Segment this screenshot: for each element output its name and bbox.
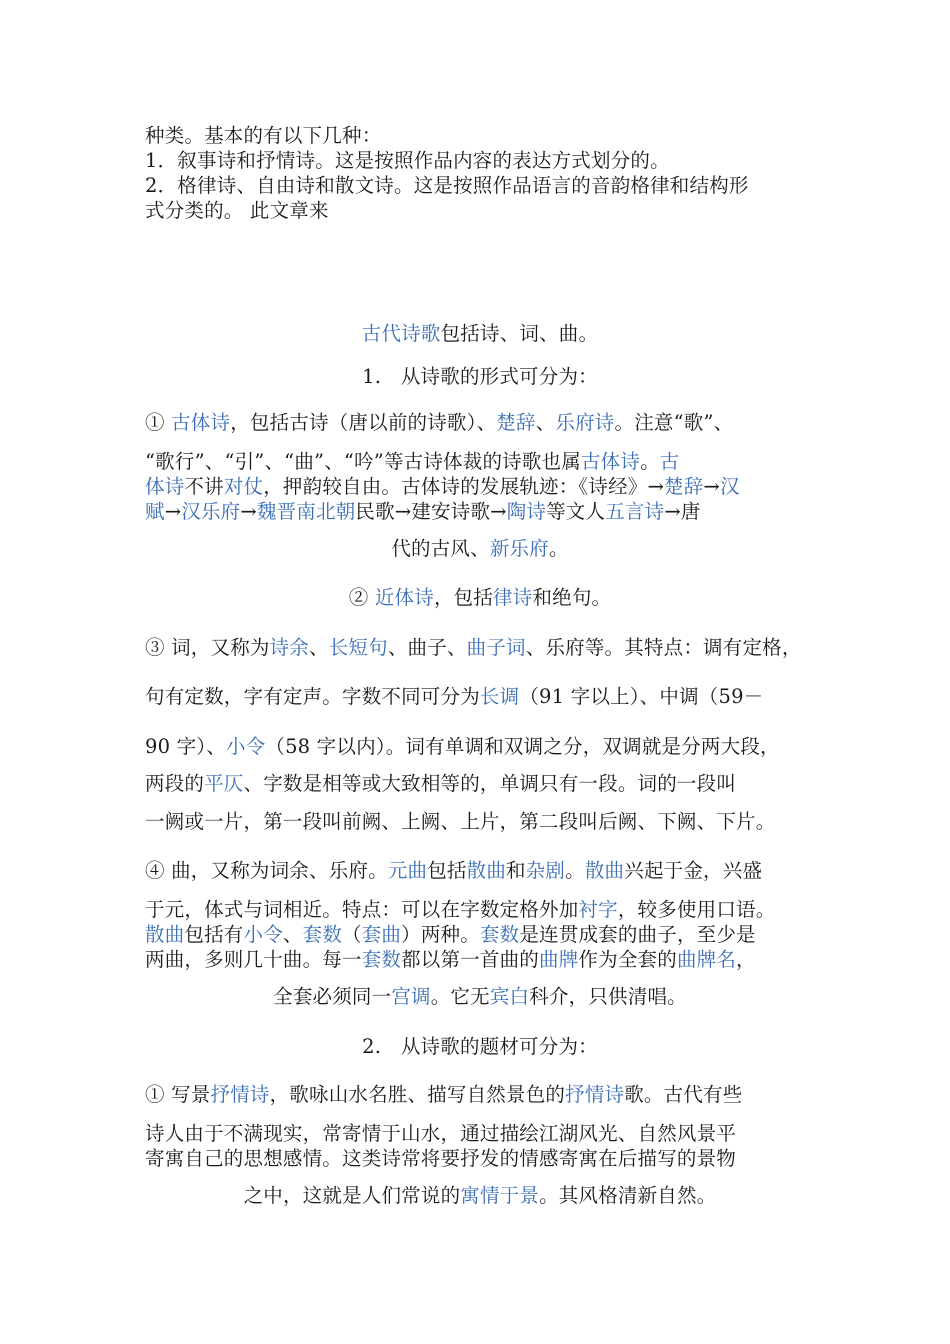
p3-line-5: 一阙或一片，第一段叫前阙、上阙、上片，第二段叫后阙、下阙、下片。 — [145, 810, 776, 833]
text-segment: ，押韵较自由。古体诗的发展轨迹：《诗经》→ — [263, 475, 665, 498]
p4-line-1 — [145, 859, 815, 883]
text-segment: 。 — [548, 537, 569, 560]
text-segment: ）两种。 — [401, 923, 480, 946]
p5-line-2: 诗人由于不满现实，常寄情于山水，通过描绘江湖风光、自然风景平 — [145, 1122, 737, 1145]
link-changduanju[interactable]: 长短句 — [328, 636, 388, 659]
link-binbai[interactable]: 宾白 — [489, 985, 530, 1008]
link-shiyu[interactable]: 诗余 — [269, 636, 310, 659]
text-segment: 包括诗、词、曲。 — [440, 322, 599, 345]
p3-line-1 — [145, 636, 815, 660]
text-segment: ，包括 — [433, 586, 494, 609]
text-segment: 民歌→建安诗歌→ — [355, 500, 507, 523]
section1-title: 1. 从诗歌的形式可分为： — [362, 365, 598, 388]
text-segment: 90 字）、 — [145, 735, 226, 758]
p2-line-1 — [0, 586, 950, 610]
text-segment: 等文人 — [546, 500, 606, 523]
link-zaju[interactable]: 杂剧 — [525, 859, 566, 882]
link-taoshu-2[interactable]: 套数 — [479, 923, 520, 946]
text-segment: 科介，只供清唱。 — [529, 985, 687, 1008]
text-segment: 、 — [309, 636, 329, 659]
link-guti-shi-3a[interactable]: 古 — [659, 450, 680, 473]
link-qupai[interactable]: 曲牌 — [539, 948, 579, 971]
link-yuefu-shi[interactable]: 乐府诗 — [555, 411, 615, 434]
link-shuqing-shi-2[interactable]: 抒情诗 — [565, 1083, 625, 1106]
p5-line-3: 寄寓自己的思想感情。这类诗常将要抒发的情感寄寓在后描写的景物 — [145, 1147, 737, 1170]
text-segment: 是连贯成套的曲子，至少是 — [519, 923, 756, 946]
text-segment: 和 — [506, 859, 526, 882]
text-segment: 。其风格清新自然。 — [539, 1184, 717, 1207]
text-segment: 歌。古代有些 — [624, 1083, 743, 1106]
p3-line-3 — [145, 735, 815, 759]
text-segment: → — [164, 500, 182, 523]
link-wuyan-shi[interactable]: 五言诗 — [605, 500, 665, 523]
text-segment: 不讲 — [184, 475, 224, 498]
intro-line-1: 种类。基本的有以下几种： — [145, 124, 382, 147]
link-sanqu-3[interactable]: 散曲 — [145, 923, 185, 946]
text-segment: （ — [342, 923, 362, 946]
intro-line-2: 1．叙事诗和抒情诗。这是按照作品内容的表达方式划分的。 — [145, 149, 670, 172]
text-segment: 作为全套的 — [578, 948, 677, 971]
p4-line-2 — [145, 898, 815, 922]
link-xin-yuefu[interactable]: 新乐府 — [489, 537, 549, 560]
link-xiaoling-2[interactable]: 小令 — [243, 923, 283, 946]
text-segment: → — [703, 475, 720, 498]
link-lv-shi[interactable]: 律诗 — [493, 586, 533, 609]
link-chenzi[interactable]: 衬字 — [578, 898, 618, 921]
text-segment: 两曲，多则几十曲。每一 — [145, 948, 362, 971]
link-changdiao[interactable]: 长调 — [479, 685, 520, 708]
section2-title: 2. 从诗歌的题材可分为： — [362, 1035, 598, 1058]
text-segment: 代的古风、 — [391, 537, 490, 560]
text-segment: 、 — [282, 923, 303, 946]
link-pingze[interactable]: 平仄 — [204, 772, 244, 795]
p1-line-5 — [0, 537, 950, 561]
text-segment: 于元，体式与词相近。特点：可以在字数定格外加 — [145, 898, 579, 921]
link-sanqu-2[interactable]: 散曲 — [584, 859, 625, 882]
text-segment: 。它无 — [430, 985, 490, 1008]
text-segment: 包括 — [427, 859, 467, 882]
text-segment: 。 — [640, 450, 660, 473]
link-guti-shi-2[interactable]: 古体诗 — [580, 450, 641, 473]
text-segment: 之中，这就是人们常说的 — [243, 1184, 461, 1207]
text-segment: ，包括古诗（唐以前的诗歌）、 — [230, 411, 497, 434]
link-qupai-ming[interactable]: 曲牌名 — [676, 948, 737, 971]
p4-line-5 — [0, 985, 950, 1009]
link-shuqing-shi[interactable]: 抒情诗 — [210, 1083, 270, 1106]
link-guti-shi[interactable]: 古体诗 — [171, 411, 231, 434]
text-segment: →唐 — [664, 500, 701, 523]
text-segment: ， — [736, 948, 756, 971]
link-yuqing-yujing[interactable]: 寓情于景 — [460, 1184, 540, 1207]
link-gongdiao[interactable]: 宫调 — [391, 985, 431, 1008]
link-taoqu[interactable]: 套曲 — [361, 923, 402, 946]
text-segment: ，较多使用口语。 — [617, 898, 776, 921]
text-segment: ，歌咏山水名胜、描写自然景色的 — [269, 1083, 566, 1106]
text-segment: 。 — [565, 859, 585, 882]
link-chuci-2[interactable]: 楚辞 — [664, 475, 704, 498]
link-duizhang[interactable]: 对仗 — [223, 475, 264, 498]
link-sanqu[interactable]: 散曲 — [466, 859, 507, 882]
p4-line-3 — [145, 923, 815, 947]
text-segment: ① 写景 — [145, 1083, 211, 1106]
text-segment: ① — [145, 411, 172, 434]
link-taoshu[interactable]: 套数 — [302, 923, 343, 946]
text-segment: ③ 词，又称为 — [145, 636, 270, 659]
text-segment: ② — [348, 586, 375, 609]
p5-line-1 — [145, 1083, 815, 1107]
p1-line-2 — [145, 450, 815, 474]
text-segment: （58 字以内）。词有单调和双调之分，双调就是分两大段， — [265, 735, 780, 758]
link-gudai-shige[interactable]: 古代诗歌 — [361, 322, 441, 345]
p1-line-1 — [145, 411, 815, 435]
p4-line-4 — [145, 948, 815, 972]
text-segment: 都以第一首曲的 — [401, 948, 540, 971]
link-hanfu-a[interactable]: 汉 — [719, 475, 740, 498]
text-segment: → — [240, 500, 257, 523]
text-segment: （91 字以上）、中调（59－ — [519, 685, 764, 708]
text-segment: 全套必须同一 — [273, 985, 392, 1008]
link-hanfu-b[interactable]: 赋 — [145, 500, 165, 523]
section-heading — [0, 322, 950, 346]
p1-line-4 — [145, 500, 815, 524]
text-segment: 包括有 — [184, 923, 244, 946]
text-segment: 、 — [535, 411, 556, 434]
p5-line-4 — [0, 1184, 950, 1208]
link-xiaoling[interactable]: 小令 — [225, 735, 266, 758]
link-tao-shi[interactable]: 陶诗 — [506, 500, 547, 523]
intro-line-4: 式分类的。 此文章来 — [145, 199, 329, 222]
text-segment: 。注意“歌”、 — [614, 411, 734, 434]
intro-line-3: 2．格律诗、自由诗和散文诗。这是按照作品语言的音韵格律和结构形 — [145, 174, 749, 197]
link-jinti-shi[interactable]: 近体诗 — [374, 586, 434, 609]
p1-line-3 — [145, 475, 815, 499]
text-segment: 、曲子、 — [387, 636, 467, 659]
text-segment: 、乐府等。其特点：调有定格， — [525, 636, 802, 659]
link-chuci[interactable]: 楚辞 — [496, 411, 536, 434]
link-weijin-nanbeichao[interactable]: 魏晋南北朝 — [256, 500, 356, 523]
text-segment: 兴起于金，兴盛 — [624, 859, 763, 882]
link-taoshu-3[interactable]: 套数 — [361, 948, 402, 971]
text-segment: ④ 曲，又称为词余、乐府。 — [145, 859, 388, 882]
text-segment: 两段的 — [145, 772, 205, 795]
p3-line-2 — [145, 685, 815, 709]
p3-line-4 — [145, 772, 815, 796]
text-segment: 和绝句。 — [532, 586, 612, 609]
link-quzici[interactable]: 曲子词 — [466, 636, 526, 659]
text-segment: “歌行”、“引”、“曲”、“吟”等古诗体裁的诗歌也属 — [145, 450, 581, 473]
link-guti-shi-3b[interactable]: 体诗 — [145, 475, 185, 498]
link-yuanqu[interactable]: 元曲 — [387, 859, 428, 882]
text-segment: 句有定数，字有定声。字数不同可分为 — [145, 685, 480, 708]
text-segment: 、字数是相等或大致相等的，单调只有一段。词的一段叫 — [243, 772, 737, 795]
link-han-yuefu[interactable]: 汉乐府 — [181, 500, 241, 523]
